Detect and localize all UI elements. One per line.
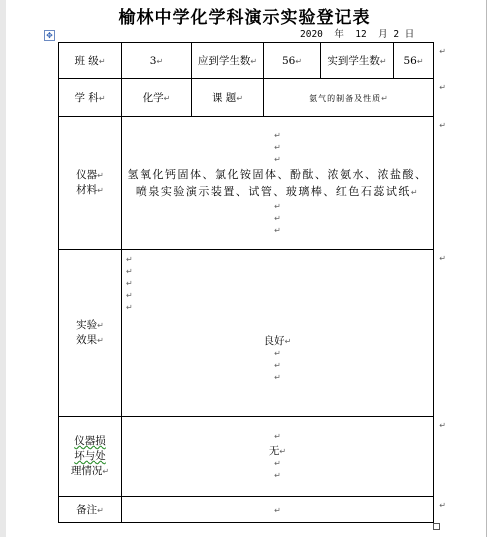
actual-students-value: 56 bbox=[403, 54, 417, 67]
apparatus-label-line1: 仪器 bbox=[76, 169, 98, 181]
apparatus-content-cell[interactable]: ↵ ↵ ↵ 氢氧化钙固体、氯化铵固体、酚酞、浓氨水、浓盐酸、喷泉实验演示装置、试管、玻璃棒、红色石蕊试纸↵ ↵ ↵ ↵ ↵ bbox=[122, 117, 434, 250]
document-title: 榆林中学化学科演示实验登记表 bbox=[118, 8, 371, 28]
date-line: 2020 年 12 月 2 日 bbox=[300, 29, 415, 40]
subject-value-cell[interactable]: 化学↵ bbox=[122, 79, 192, 117]
class-label: 班 级 bbox=[74, 55, 99, 67]
row-apparatus bbox=[59, 117, 434, 250]
row-subject bbox=[59, 79, 434, 117]
row-class-info bbox=[59, 43, 434, 79]
actual-students-label: 实到学生数 bbox=[327, 55, 380, 67]
effect-label-line1: 实验 bbox=[76, 319, 98, 331]
row-damage bbox=[59, 417, 434, 497]
subject-value: 化学 bbox=[142, 92, 164, 104]
damage-label-line2: 坏与处 bbox=[74, 450, 106, 462]
remarks-label: 备注 bbox=[76, 504, 98, 516]
class-label-cell: 班 级↵ bbox=[59, 43, 122, 79]
page-edge bbox=[486, 0, 487, 537]
class-value: 3 bbox=[149, 54, 157, 67]
topic-value-cell[interactable]: 氨气的制备及性质↵ ↵ bbox=[264, 79, 434, 117]
apparatus-label-cell: 仪器↵ 材料↵ bbox=[59, 117, 122, 250]
row-effect bbox=[59, 250, 434, 417]
expected-students-value: 56 bbox=[281, 54, 296, 67]
topic-label-cell: 课 题↵ bbox=[192, 79, 264, 117]
apparatus-content: 氢氧化钙固体、氯化铵固体、酚酞、浓氨水、浓盐酸、喷泉实验演示装置、试管、玻璃棒、红色石蕊试纸 bbox=[127, 167, 428, 198]
experiment-record-table bbox=[58, 42, 446, 523]
apparatus-label-line2: 材料 bbox=[76, 184, 98, 196]
actual-label-cell: 实到学生数↵ bbox=[321, 43, 394, 79]
damage-content: 无 bbox=[268, 445, 280, 457]
topic-value: 氨气的制备及性质 bbox=[309, 93, 382, 103]
expected-students-label: 应到学生数 bbox=[197, 55, 251, 67]
damage-label-line1: 仪器损 bbox=[74, 435, 106, 447]
damage-label-line3: 理情况 bbox=[70, 465, 103, 477]
actual-value-cell[interactable]: 56↵ ↵ bbox=[394, 43, 434, 79]
class-value-cell[interactable]: 3↵ bbox=[122, 43, 192, 79]
topic-label: 课 题 bbox=[211, 92, 237, 104]
expected-label-cell: 应到学生数↵ bbox=[192, 43, 264, 79]
effect-label-cell: 实验↵ 效果↵ bbox=[59, 250, 122, 417]
expected-value-cell[interactable]: 56↵ bbox=[264, 43, 321, 79]
row-remarks bbox=[59, 497, 434, 523]
effect-content-cell[interactable]: ↵ ↵ ↵ ↵ ↵ 良好↵ ↵ ↵ ↵ ↵ bbox=[122, 250, 434, 417]
effect-content: 良好 bbox=[263, 334, 285, 347]
damage-label-cell: 仪器损 坏与处 理情况↵ bbox=[59, 417, 122, 497]
subject-label: 学 科 bbox=[74, 92, 99, 104]
left-gutter bbox=[0, 0, 6, 537]
subject-label-cell: 学 科↵ bbox=[59, 79, 122, 117]
remarks-label-cell: 备注↵ bbox=[59, 497, 122, 523]
effect-label-line2: 效果 bbox=[76, 334, 98, 346]
table-resize-handle[interactable] bbox=[433, 523, 440, 530]
table-move-handle-icon[interactable]: ✥ bbox=[44, 30, 55, 41]
damage-content-cell[interactable]: ↵ 无↵ ↵ ↵ ↵ bbox=[122, 417, 434, 497]
remarks-content-cell[interactable]: ↵ ↵ bbox=[122, 497, 434, 523]
